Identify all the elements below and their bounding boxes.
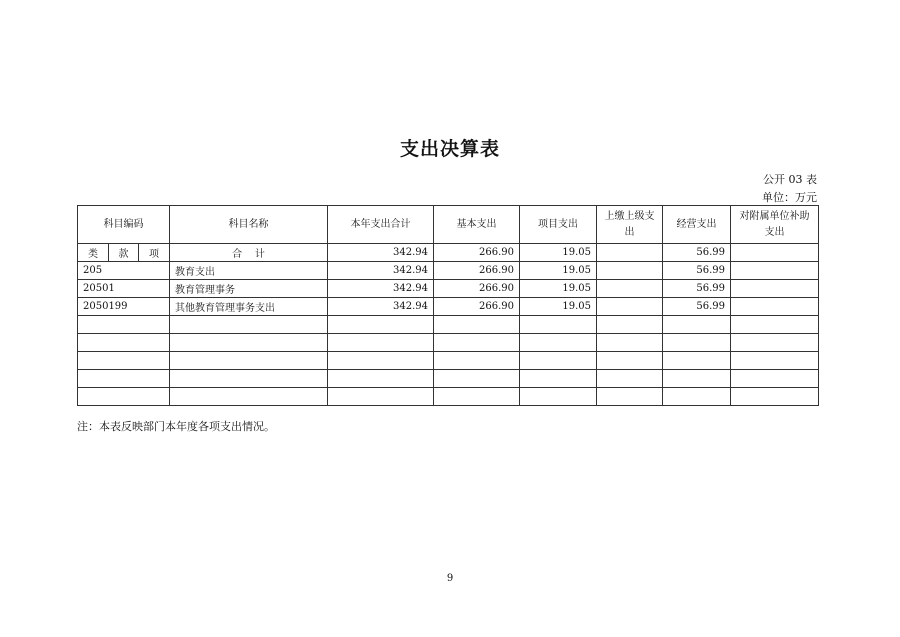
row-remit [597, 280, 663, 298]
row-code: 2050199 [78, 298, 170, 316]
empty-row [78, 370, 819, 388]
table-note: 注：本表反映部门本年度各项支出情况。 [77, 420, 275, 433]
sum-business: 56.99 [663, 244, 731, 262]
row-project: 19.05 [520, 280, 597, 298]
sum-remit [597, 244, 663, 262]
row-code: 20501 [78, 280, 170, 298]
row-subsidy [731, 262, 819, 280]
empty-row [78, 334, 819, 352]
header-name: 科目名称 [170, 206, 328, 244]
row-subsidy [731, 298, 819, 316]
header-business: 经营支出 [663, 206, 731, 244]
table-row [78, 280, 819, 298]
sum-label: 合 计 [170, 244, 328, 262]
empty-row [78, 388, 819, 406]
row-remit [597, 262, 663, 280]
sum-total: 342.94 [328, 244, 434, 262]
table-row [78, 262, 819, 280]
sum-basic: 266.90 [434, 244, 520, 262]
row-name: 教育管理事务 [170, 280, 328, 298]
totals-row [78, 244, 819, 262]
row-total: 342.94 [328, 280, 434, 298]
table-row [78, 298, 819, 316]
header-lei: 类 [78, 244, 109, 262]
page-title: 支出决算表 [399, 138, 500, 160]
sum-subsidy [731, 244, 819, 262]
row-remit [597, 298, 663, 316]
row-total: 342.94 [328, 298, 434, 316]
sum-project: 19.05 [520, 244, 597, 262]
table-number: 公开 03 表 [763, 173, 817, 186]
unit-label: 单位：万元 [762, 191, 817, 204]
header-total: 本年支出合计 [328, 206, 434, 244]
header-row [78, 206, 819, 244]
header-remit: 上缴上级支出 [597, 206, 663, 244]
expenditure-table [77, 205, 819, 406]
header-kuan: 款 [109, 244, 139, 262]
row-name: 其他教育管理事务支出 [170, 298, 328, 316]
row-subsidy [731, 280, 819, 298]
header-xiang: 项 [139, 244, 170, 262]
row-business: 56.99 [663, 262, 731, 280]
page-number: 9 [446, 573, 454, 584]
header-project: 项目支出 [520, 206, 597, 244]
header-code: 科目编码 [78, 206, 170, 244]
row-basic: 266.90 [434, 262, 520, 280]
row-business: 56.99 [663, 280, 731, 298]
row-basic: 266.90 [434, 298, 520, 316]
header-basic: 基本支出 [434, 206, 520, 244]
row-basic: 266.90 [434, 280, 520, 298]
row-project: 19.05 [520, 298, 597, 316]
row-name: 教育支出 [170, 262, 328, 280]
row-business: 56.99 [663, 298, 731, 316]
header-subsidy: 对附属单位补助支出 [731, 206, 819, 244]
row-total: 342.94 [328, 262, 434, 280]
empty-row [78, 352, 819, 370]
empty-row [78, 316, 819, 334]
row-project: 19.05 [520, 262, 597, 280]
row-code: 205 [78, 262, 170, 280]
